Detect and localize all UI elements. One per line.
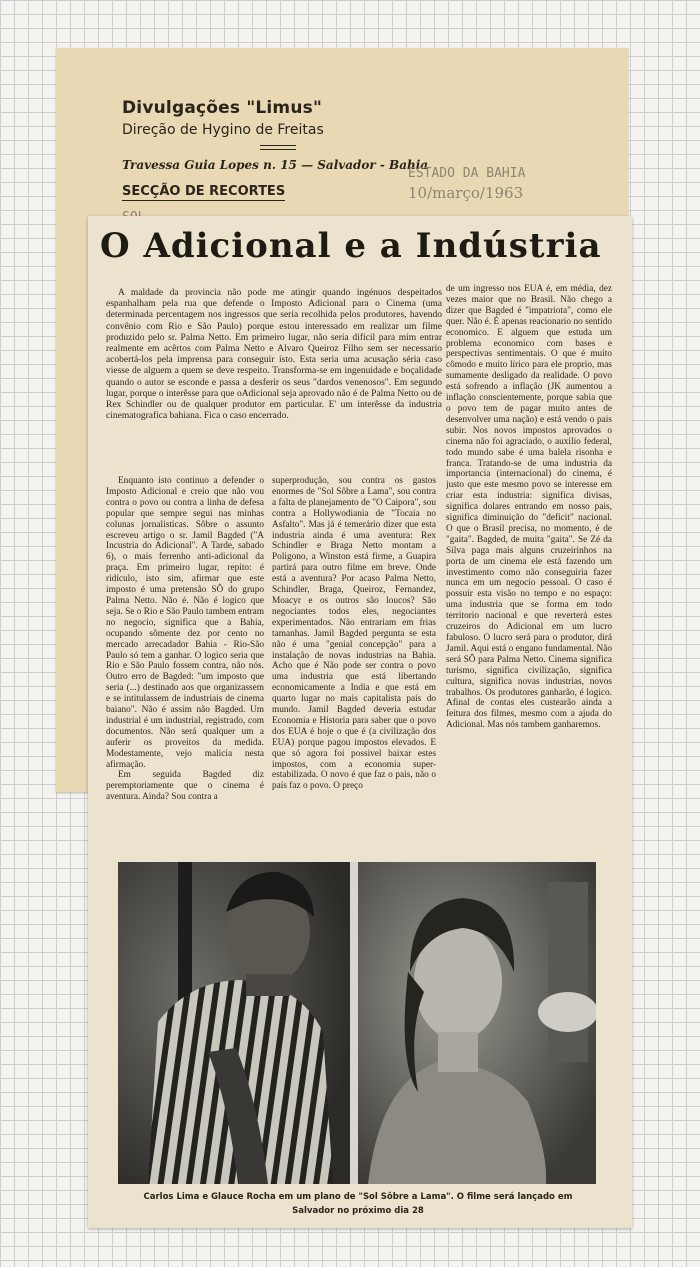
film-still-image [118,862,596,1184]
service-director: Direção de Hygino de Freitas [122,122,324,138]
caption-line-2: Salvador no próximo dia 28 [292,1206,424,1216]
article-title: O Adicional e a Indústria [100,226,602,266]
service-address: Travessa Guia Lopes n. 15 — Salvador - Bahia [122,158,429,172]
column-1-closing: Em seguida Bagded diz peremptoriamente que o cinema é aventura. Ainda? Sou contra a [106,770,264,803]
column-1-paragraph: Enquanto isto continuo a defender o Imposto Adicional e creio que não vou contra o povo ou contra a linha de defesa popular que sempre segui nas minhas colunas jornalisticas. Sôbre o assunto escreveu artigo o sr. Jamil Bagded ("A Incustria do Adicional". A Tarde, sabado 6), o mais ferrenho anti-adicional da praça. Em primeiro lugar, repito: é ridículo, isto sim, afirmar que este imposto é uma pretensão SÔ do grupo Palma Netto. Não é. Não é logico que seja. Se o Rio e São Paulo tambem entram no negocio, significa que a Bahia, ocupando sômente dez por cento no mercado arrecadador Bahia - Rio-São Paulo só tem a ganhar. O logico seria que Rio e São Paulo fossem contra, não nós. Outro erro de Bagded: "um imposto que seria (...) destinado aos que organizassem e se intitulassem de industriais de cinema baiano". Não é assim não Bagded. Um industrial é um industrial, registrado, com documentos. Não será qualquer um a auferir os proveitos da medida. Modestamente, vejo malicia nesta afirmação. [106,476,264,770]
film-still-photo [118,862,596,1184]
article-column-3 [446,284,612,858]
intro-paragraph: A maldade da provincia não pode me atingir quando ingénuos despeitados espanhalham pela rua que defende o Imposto Adicional para o Cinema (uma determinada percentagem nos ingressos que seria recolhida pelos produtores, havendo convênio com Rio e São Paulo) porque estou interessado em realizar um filme produzido pelo sr. Palma Netto. Em primeiro lugar, não seria difícil para mim entrar realmente em acêrtos com Palma Netto e Alvaro Queiroz Filho sem ser necessario acobertá-los pela imprensa para conseguir isto. Esta seria uma acusação séria caso viesse de alguem a quem se deve respeito. Transforma-se em ingenuidade e boçalidade quando o autor se esconde e passa a desferir os seus "dardos venenosos". Em segundo lugar, porque o interêsse para que oAdicional seja aprovado não é de Palma Netto ou de Rex Schindler ou de qualquer produtor em particular. E' um interêsse da industria cinematografica bahiana. Fica o caso encerrado. [106,288,442,422]
article-intro [106,288,442,464]
newspaper-stamp: ESTADO DA BAHIA [408,166,526,181]
article-column-2 [272,476,436,858]
caption-line-1: Carlos Lima e Glauce Rocha em um plano de "Sol Sôbre a Lama". O filme será lançado em [143,1192,573,1202]
photo-caption [108,1190,608,1218]
date-stamp: 10/março/1963 [408,184,524,202]
section-label: SECÇÃO DE RECORTES [122,184,286,199]
service-name: Divulgações "Limus" [122,98,323,118]
header-rule [260,145,296,150]
article-column-1 [106,476,264,858]
column-2-paragraph: superprodução, sou contra os gastos enormes de "Sol Sôbre a Lama", sou contra a falta de planejamento de "O Caipora", sou contra a Hollywodianiа de "Tocaia no Asfalto". Mas já é temerário dizer que esta industria ainda é uma aventura: Rex Schindler e Braga Netto montam a Poligono, a Winston está firme, a Guapira partirá para outro filme em breve. Onde está a aventura? Por acaso Palma Netto, Schindler, Braga, Queiroz, Fernandez, Moacyr e os outros são loucos? São negociantes todos eles, negociantes experimentados. Não entrariam em frias tamanhas. Jamil Bagded pergunta se esta não é uma "genial concepção" para a instalação de novas industrias na Bahia. Acho que é Não pode ser contra o povo uma industria que está libertando economicamente a India e que está em quarto lugar no mais capitalista país do mundo. Jamil Bagded deveria estudar Economia e Historia para saber que o povo dos EUA é hoje o que é (a civilização dos EUA) porque pagou impostos elevados. E que só agora foi possivel baixar estes impostos, com a economia super-estabilizada. O novo é que faz o pais, não o país faz o povo. O preço [272,476,436,792]
column-3-paragraph: de um ingresso nos EUA é, em média, dez vezes maior que no Brasil. Não chego a dizer que Bagded é "impatriota", como ele quer. Não é. É apenas reacionario no sentido economico. E alguem que estuda um problema economico com bases e perspectivas sentimentais. O que é muito cômodo e muito lírico para ele proprio, mas sumamente desligado da realidade. O povo está sofrendo a inflação (JK aumentou a inflação conscientemente, porque sabia que o povo tem de pagar muito antes de desenvolver uma nação) e está vendo o pais subir. Nos novos impostos aprovados o cinema não foi agraciado, o auxilio federal, todo mundo sabe é uma balela risonha e franca. Tratando-se de uma industria da importancia (internacional) do cinema, é justo que este mesmo povo se interesse em criar esta industria: significa divisas, significa dolares entrando em nosso pais, significa diminuição do "deficit" nacional. O que o Brasil precisa, no momento, é de "gaita". Bagded, de muita "gaita". Se Zé da Silva paga mais alguns cruzeirinhos na porta de um cinema ele está fazendo um investimento como não conseguiria fazer nunca em um negocio pessoal. O caso é possuir esta visão no tempo e no espaço: uma industria que se forma em todo territorio nacional e que reverterá estes cruzeiros do Adicional em um lucro fabuloso. O lucro será para o produtor, dirá Jamil. Aqui está o engano fundamental. Não será SÔ para Palma Netto. Cinema significa turismo, significa civilização, significa cultura, significa novas industrias, novos trabalhos. Os produtores ganharão, é logico. Afinal de contas eles custearão ainda a feitura dos filmes, mesmo com a ajuda do Adicional. Mas nós tambem ganharemos. [446,284,612,731]
service-header [122,98,428,201]
